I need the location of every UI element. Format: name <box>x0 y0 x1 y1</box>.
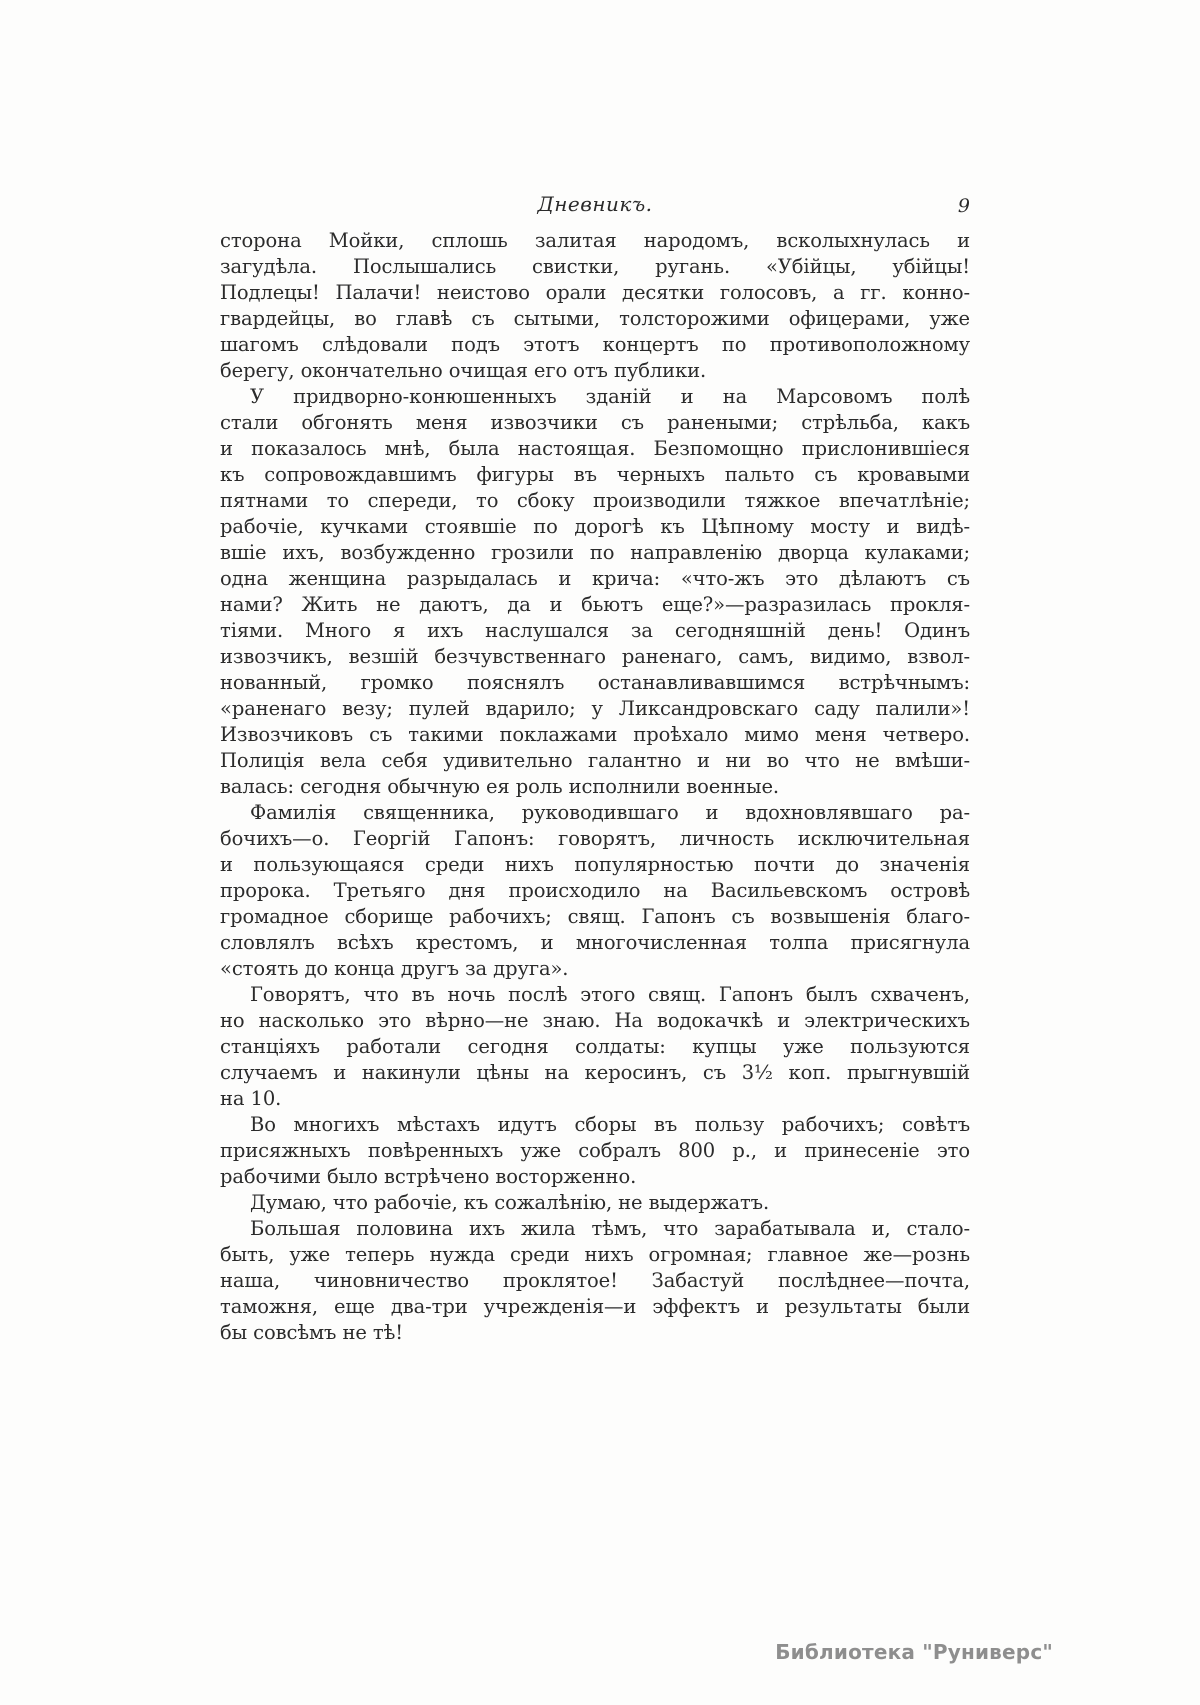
text-line: Извозчиковъ съ такими поклажами проѣхало мимо меня четверо. <box>220 723 970 746</box>
text-line: Говорятъ, что въ ночь послѣ этого свящ. Гапонъ былъ схваченъ, <box>250 983 970 1006</box>
text-line: бочихъ—о. Георгій Гапонъ: говорятъ, личность исключительная <box>220 827 970 850</box>
text-line: «стоять до конца другъ за друга». <box>220 957 569 980</box>
text-line: сторона Мойки, сплошь залитая народомъ, всколыхнулась и <box>220 229 970 252</box>
text-line: на 10. <box>220 1087 282 1110</box>
paragraph <box>220 1112 970 1190</box>
text-line: Во многихъ мѣстахъ идутъ сборы въ пользу рабочихъ; совѣтъ <box>250 1113 970 1136</box>
text-line: пророка. Третьяго дня происходило на Васильевскомъ островѣ <box>220 879 970 902</box>
text-line: гвардейцы, во главѣ съ сытыми, толсторожими офицерами, уже <box>220 307 970 330</box>
text-line: къ сопровождавшимъ фигуры въ черныхъ пальто съ кровавыми <box>220 463 970 486</box>
text-line: быть, уже теперь нужда среди нихъ огромная; главное же—рознь <box>220 1243 970 1266</box>
text-line: Полиція вела себя удивительно галантно и ни во что не вмѣши- <box>220 749 970 772</box>
text-line: но насколько это вѣрно—не знаю. На водокачкѣ и электрическихъ <box>220 1009 970 1032</box>
paragraph <box>220 800 970 982</box>
text-line: вшіе ихъ, возбужденно грозили по направленію дворца кулаками; <box>220 541 970 564</box>
text-line: шагомъ слѣдовали подъ этотъ концертъ по противоположному <box>220 333 970 356</box>
text-line: и показалось мнѣ, была настоящая. Безпомощно прислонившіеся <box>220 437 970 460</box>
text-line: громадное сборище рабочихъ; свящ. Гапонъ съ возвышенія благо- <box>220 905 970 928</box>
text-line: У придворно-конюшенныхъ зданій и на Марсовомъ полѣ <box>250 385 970 408</box>
library-watermark: Библиотека "Руниверс" <box>775 1640 1053 1664</box>
text-line: стали обгонять меня извозчики съ ранеными; стрѣльба, какъ <box>220 411 970 434</box>
running-title: Дневникъ. <box>537 192 653 216</box>
text-line: «раненаго везу; пулей вдарило; у Ликсандровскаго саду палили»! <box>220 697 970 720</box>
text-line: рабочими было встрѣчено восторженно. <box>220 1165 637 1188</box>
paragraph <box>220 228 970 384</box>
text-line: извозчикъ, везшій безчувственнаго раненаго, самъ, видимо, взвол- <box>220 645 970 668</box>
text-line: берегу, окончательно очищая его отъ публики. <box>220 359 707 382</box>
text-line: одна женщина разрыдалась и крича: «что-жъ это дѣлаютъ съ <box>220 567 970 590</box>
text-line: присяжныхъ повѣренныхъ уже собралъ 800 р., и принесеніе это <box>220 1139 970 1162</box>
text-line: тіями. Много я ихъ наслушался за сегодняшній день! Одинъ <box>220 619 970 642</box>
text-line: наша, чиновничество проклятое! Забастуй послѣднее—почта, <box>220 1269 970 1292</box>
text-line: таможня, еще два-три учрежденія—и эффектъ и результаты были <box>220 1295 970 1318</box>
text-line: Думаю, что рабочіе, къ сожалѣнію, не выдержатъ. <box>250 1191 770 1214</box>
text-line: нованный, громко пояснялъ останавливавшимся встрѣчнымъ: <box>220 671 970 694</box>
text-line: станціяхъ работали сегодня солдаты: купцы уже пользуются <box>220 1035 970 1058</box>
text-line: пятнами то спереди, то сбоку производили тяжкое впечатлѣніе; <box>220 489 970 512</box>
text-line: бы совсѣмъ не тѣ! <box>220 1321 403 1344</box>
text-line: Подлецы! Палачи! неистово орали десятки голосовъ, а гг. конно- <box>220 281 970 304</box>
page-number: 9 <box>957 195 970 217</box>
page-body <box>220 228 970 1346</box>
text-line: случаемъ и накинули цѣны на керосинъ, съ 3½ коп. прыгнувшій <box>220 1061 970 1084</box>
text-line: загудѣла. Послышались свистки, ругань. «Убійцы, убійцы! <box>220 255 970 278</box>
paragraph <box>220 982 970 1112</box>
paragraph <box>220 1216 970 1346</box>
paragraph <box>220 1190 970 1216</box>
text-line: словлялъ всѣхъ крестомъ, и многочисленная толпа присягнула <box>220 931 970 954</box>
paragraph <box>220 384 970 800</box>
text-line: и пользующаяся среди нихъ популярностью почти до значенія <box>220 853 970 876</box>
text-line: рабочіе, кучками стоявшіе по дорогѣ къ Цѣпному мосту и видѣ- <box>220 515 970 538</box>
text-line: валась: сегодня обычную ея роль исполнили военные. <box>220 775 779 798</box>
text-line: Фамилія священника, руководившаго и вдохновлявшаго ра- <box>250 801 970 824</box>
text-line: Большая половина ихъ жила тѣмъ, что зарабатывала и, стало- <box>250 1217 970 1240</box>
text-line: нами? Жить не даютъ, да и бьютъ еще?»—разразилась прокля- <box>220 593 970 616</box>
running-header <box>220 192 970 220</box>
